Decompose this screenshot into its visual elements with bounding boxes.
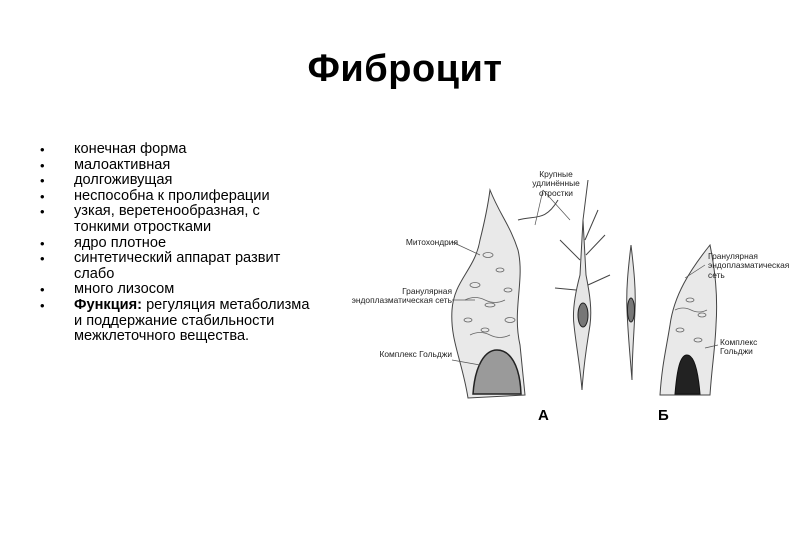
property-list: [40, 142, 310, 345]
list-item-text: неспособна к пролиферации: [74, 187, 270, 204]
list-item: [40, 251, 310, 282]
list-item-text: много лизосом: [74, 281, 175, 298]
bullet-icon: •: [40, 251, 45, 267]
list-item: [40, 298, 310, 345]
list-item: [40, 142, 310, 158]
bullet-icon: •: [40, 235, 45, 251]
bullet-icon: •: [40, 157, 45, 173]
panel-b-label: Б: [658, 407, 669, 424]
label-er-right: Гранулярная эндоплазматическая сеть: [708, 251, 790, 280]
list-item: [40, 158, 310, 174]
bullet-icon: •: [40, 297, 45, 313]
bullet-icon: •: [40, 188, 45, 204]
nucleus-b1: [628, 298, 635, 322]
list-item-text: узкая, веретенообразная, с тонкими отростками: [74, 203, 260, 235]
panel-a-label: А: [538, 407, 549, 424]
list-item: [40, 189, 310, 205]
label-er-left: Гранулярная эндоплазматическая сеть: [351, 286, 452, 306]
fibrocyte-illustration: [340, 160, 810, 430]
bullet-icon: •: [40, 142, 45, 157]
list-item-text: ядро плотное: [74, 234, 167, 251]
page-title: Фиброцит: [307, 48, 503, 90]
nucleus-a2: [578, 303, 588, 327]
list-item: [40, 236, 310, 252]
label-golgi-right: Комплекс Гольджи: [720, 337, 758, 357]
function-label: Функция:: [74, 296, 143, 313]
list-item: [40, 282, 310, 298]
label-processes: Крупные удлинённые отростки: [532, 169, 580, 198]
list-item-text: малоактивная: [74, 156, 171, 173]
list-item-text: долгоживущая: [74, 172, 173, 189]
list-item-text: синтетический аппарат развит слабо: [74, 250, 281, 282]
list-item-text: конечная форма: [74, 141, 187, 157]
label-golgi-left: Комплекс Гольджи: [379, 349, 452, 359]
list-item: [40, 204, 310, 235]
bullet-icon: •: [40, 204, 45, 220]
label-mitochondria: Митохондрия: [405, 237, 458, 247]
list-item: [40, 173, 310, 189]
list-item-text: регуляция метаболизма и поддержание стабильности межклеточного вещества.: [74, 296, 310, 345]
bullet-icon: •: [40, 282, 45, 298]
bullet-icon: •: [40, 173, 45, 189]
